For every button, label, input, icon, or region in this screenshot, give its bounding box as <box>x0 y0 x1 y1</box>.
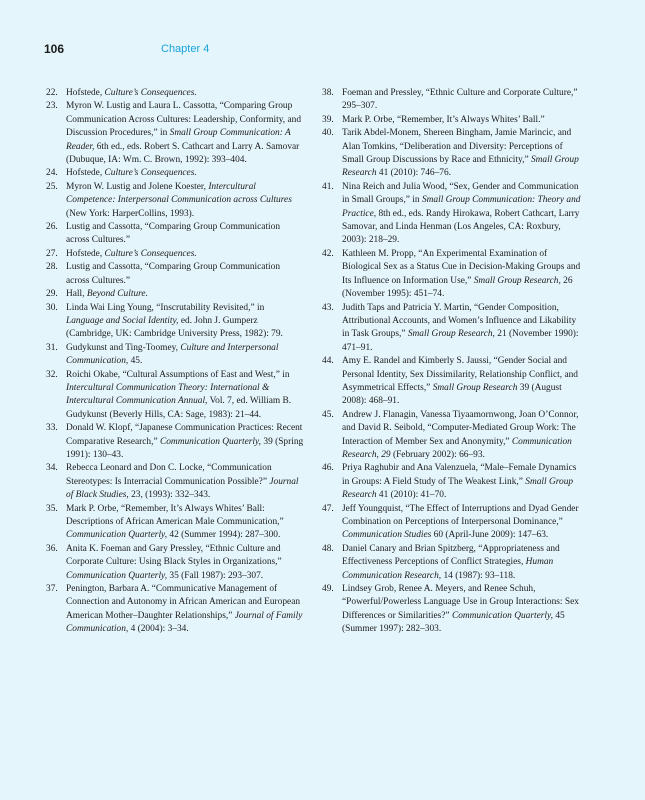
endnote-text: Priya Raghubir and Ana Valenzuela, “Male–Female Dynamics in Groups: A Field Study of The Weakest Link,” Small Group Research 41 (2010): 41–70. <box>342 463 577 501</box>
endnote <box>322 583 584 637</box>
endnote-number: 34. <box>46 463 58 474</box>
endnote-number: 47. <box>322 503 334 514</box>
endnote-text: Nina Reich and Julia Wood, “Sex, Gender and Communication in Small Groups,” in Small Group Communication: Theory and Practice, 8th ed., eds. Randy Hirokawa, Robert Cathcart, Larry Samovar, and Linda Henman (Los Angeles, CA: Roxbury, 2003): 218–29. <box>342 181 581 246</box>
endnote <box>322 462 584 502</box>
page-number: 106 <box>44 42 65 56</box>
endnote <box>322 127 584 181</box>
endnote <box>46 167 304 180</box>
endnote <box>322 87 584 114</box>
endnote-number: 26. <box>46 222 58 233</box>
endnote <box>46 462 304 502</box>
endnote-number: 35. <box>46 503 58 514</box>
page-header <box>0 40 645 60</box>
endnote-number: 23. <box>46 101 58 112</box>
endnote <box>46 221 304 248</box>
endnote <box>46 342 304 369</box>
endnote-text: Gudykunst and Ting-Toomey, Culture and Interpersonal Communication, 45. <box>66 342 279 367</box>
endnote <box>46 422 304 462</box>
endnote <box>46 87 304 100</box>
endnote-number: 46. <box>322 463 334 474</box>
endnote-text: Donald W. Klopf, “Japanese Communication Practices: Recent Comparative Research,” Communication Quarterly, 39 (Spring 1991): 130–43. <box>66 423 304 460</box>
endnote-text: Rebecca Leonard and Don C. Locke, “Communication Stereotypes: Is Interracial Communication Possible?” Journal of Black Studies, 23, (1993): 332–343. <box>66 463 299 501</box>
endnote <box>46 503 304 543</box>
endnote-text: Linda Wai Ling Young, “Inscrutability Revisited,” in Language and Social Identity, ed. John J. Gumperz (Cambridge, UK: Cambridge University Press, 1982): 79. <box>66 302 283 340</box>
endnote <box>46 543 304 583</box>
endnote-number: 30. <box>46 302 58 313</box>
endnote-text: Lustig and Cassotta, “Comparing Group Communication across Cultures.” <box>66 262 281 286</box>
endnote-number: 24. <box>46 168 58 179</box>
endnote-text: Jeff Youngquist, “The Effect of Interruptions and Dyad Gender Combination on Perceptions of Interpersonal Dominance,” Communication Studies 60 (April-June 2009): 147–63. <box>342 503 579 541</box>
endnote <box>322 503 584 543</box>
endnote-text: Penington, Barbara A. “Communicative Management of Connection and Autonomy in African American and European American Mother–Daughter Relationships,” Journal of Family Communication, 4 (2004): 3–34. <box>66 584 303 635</box>
endnote-number: 39. <box>322 114 334 125</box>
endnote-text: Mark P. Orbe, “Remember, It’s Always Whites’ Ball: Descriptions of African American Male Communication,” Communication Quarterly, 42 (Summer 1994): 287–300. <box>66 503 284 541</box>
endnote-text: Hofstede, Culture’s Consequences. <box>66 168 197 179</box>
endnote-number: 28. <box>46 262 58 273</box>
endnote-text: Amy E. Randel and Kimberly S. Jaussi, “Gender Social and Personal Identity, Sex Dissimilarity, Relationship Conflict, and Asymmetrical Effects,” Small Group Research 39 (August 2008): 468–91. <box>342 356 578 407</box>
endnote-text: Andrew J. Flanagin, Vanessa Tiyaamornwong, Joan O’Connor, and David R. Seibold, “Computer-Mediated Group Work: The Interaction of Member Sex and Anonymity,” Communication Research, 29 (February 2002): 66–93. <box>342 409 579 460</box>
endnote-number: 38. <box>322 88 334 98</box>
endnote-text: Mark P. Orbe, “Remember, It’s Always Whites’ Ball.” <box>342 114 545 125</box>
chapter-label: Chapter 4 <box>161 43 210 55</box>
endnote <box>46 288 304 301</box>
endnote-text: Judith Taps and Patricia Y. Martin, “Gender Composition, Attributional Accounts, and Women’s Influence and Likability in Task Groups,” Small Group Research, 21 (November 1990): 471–91. <box>342 302 579 353</box>
endnote-number: 31. <box>46 342 58 353</box>
endnote-number: 48. <box>322 543 334 554</box>
endnote-number: 45. <box>322 409 334 420</box>
endnote-number: 41. <box>322 181 334 192</box>
endnote <box>322 114 584 127</box>
endnote <box>322 302 584 356</box>
endnote-text: Anita K. Foeman and Gary Pressley, “Ethnic Culture and Corporate Culture: Using Black Styles in Organizations,” Communication Quarterly, 35 (Fall 1987): 293–307. <box>66 543 282 581</box>
endnote-number: 49. <box>322 584 334 595</box>
endnote-number: 36. <box>46 543 58 554</box>
endnote-number: 33. <box>46 423 58 434</box>
endnote-text: Kathleen M. Propp, “An Experimental Examination of Biological Sex as a Status Cue in Decision-Making Groups and Its Influence on Information Use,” Small Group Research, 26 (November 1995): 451–74. <box>342 248 581 300</box>
endnote <box>322 248 584 302</box>
endnote-text: Hofstede, Culture’s Consequences. <box>66 88 197 98</box>
endnote-number: 29. <box>46 289 58 300</box>
endnote-number: 22. <box>46 88 58 98</box>
endnote-text: Foeman and Pressley, “Ethnic Culture and Corporate Culture,” 295–307. <box>342 88 578 112</box>
endnote <box>46 369 304 423</box>
endnote <box>322 409 584 463</box>
endnote <box>322 181 584 248</box>
endnote-text: Myron W. Lustig and Jolene Koester, Intercultural Competence: Interpersonal Communication across Cultures (New York: HarperCollins, 1993). <box>66 181 292 219</box>
endnote <box>322 543 584 583</box>
endnote <box>46 302 304 342</box>
endnote-text: Myron W. Lustig and Laura L. Cassotta, “Comparing Group Communication Across Cultures: Leadership, Conformity, and Discussion Procedures,” in Small Group Communication: A Reader, 6th ed., eds. Robert S. Cathcart and Larry A. Samovar (Dubuque, IA: Wm. C. Brown, 1992): 393–404. <box>66 101 302 166</box>
endnote-text: Hall, Beyond Culture. <box>66 289 148 300</box>
endnote-text: Lustig and Cassotta, “Comparing Group Communication across Cultures.” <box>66 222 281 246</box>
endnote-text: Hofstede, Culture’s Consequences. <box>66 248 197 259</box>
endnote-text: Tarik Abdel-Monem, Shereen Bingham, Jamie Marincic, and Alan Tomkins, “Deliberation and Diversity: Perceptions of Small Group Discussions by Race and Ethnicity,” Small Group Research 41 (2010): 746–76. <box>342 128 579 179</box>
endnote-number: 37. <box>46 584 58 595</box>
endnote-text: Daniel Canary and Brian Spitzberg, “Appropriateness and Effectiveness Perceptions of Conflict Strategies, Human Communication Research, 14 (1987): 93–118. <box>342 543 560 581</box>
endnote <box>46 261 304 288</box>
endnote-number: 43. <box>322 302 334 313</box>
notes-right-column <box>322 87 584 637</box>
endnote <box>46 181 304 221</box>
endnote-text: Roichi Okabe, “Cultural Assumptions of East and West,” in Intercultural Communication Theory: International & Intercultural Communication Annual, Vol. 7, ed. William B. Gudykunst (Beverly Hills, CA: Sage, 1983): 21–44. <box>66 369 292 420</box>
endnote <box>46 248 304 261</box>
endnote-number: 42. <box>322 248 334 259</box>
endnote <box>46 100 304 167</box>
endnote-number: 32. <box>46 369 58 380</box>
endnote-text: Lindsey Grob, Renee A. Meyers, and Renee Schuh, “Powerful/Powerless Language Use in Group Interactions: Sex Differences or Similarities?” Communication Quarterly, 45 (Summer 1997): 282–303. <box>342 584 579 635</box>
endnote-number: 44. <box>322 356 334 367</box>
endnote-number: 27. <box>46 248 58 259</box>
endnote <box>46 583 304 637</box>
endnote-number: 40. <box>322 128 334 139</box>
notes-left-column <box>46 87 304 637</box>
endnote <box>322 355 584 409</box>
endnote-number: 25. <box>46 181 58 192</box>
